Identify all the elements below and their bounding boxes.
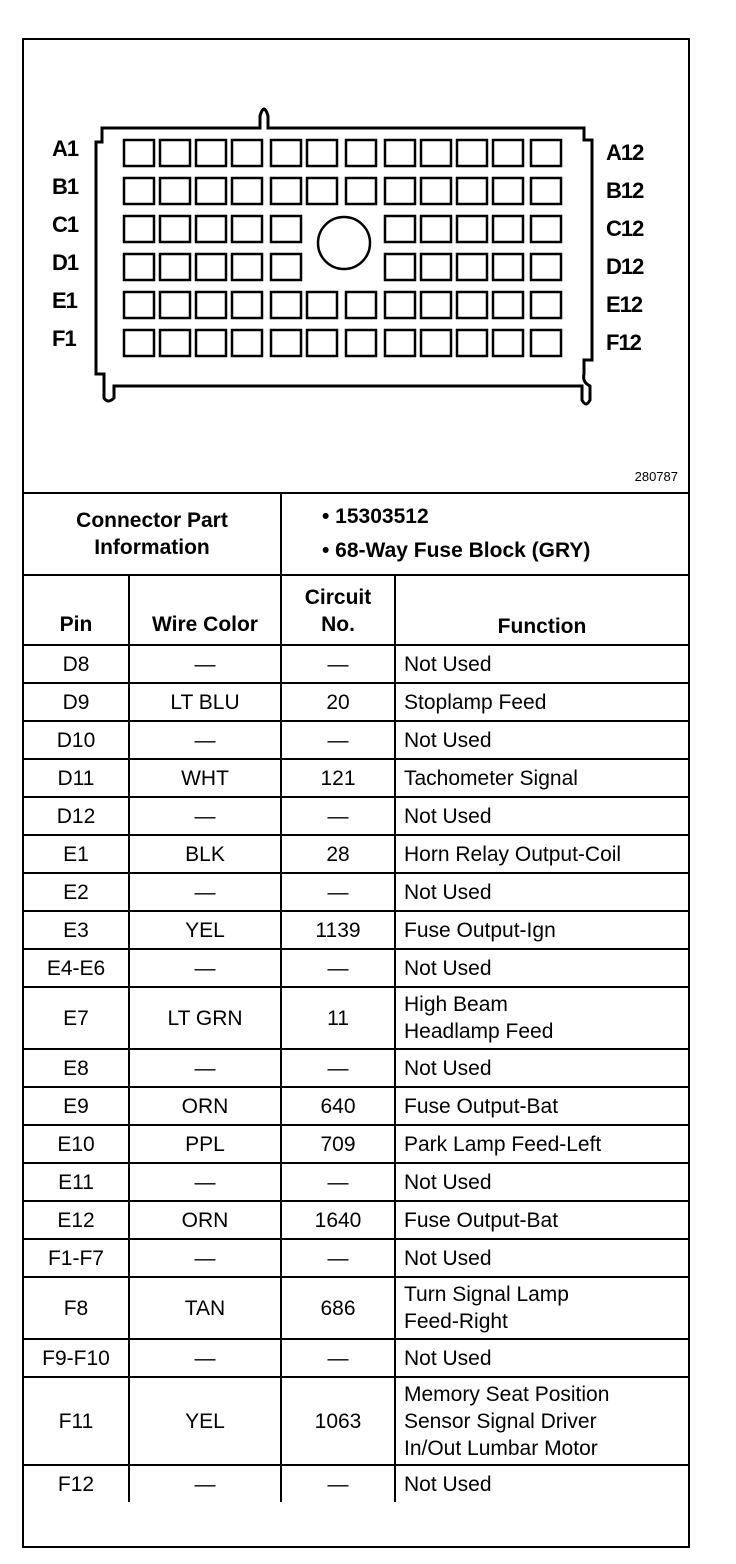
pin-cavity	[421, 140, 451, 166]
function-line: In/Out Lumbar Motor	[404, 1436, 598, 1460]
pin-cavity	[457, 254, 487, 280]
pin-cell: F9-F10	[24, 1339, 129, 1377]
wire-color-cell: —	[129, 1163, 281, 1201]
row-label-left: B1	[52, 174, 79, 199]
pin-cavity	[307, 292, 337, 318]
circuit-cell: —	[281, 1239, 395, 1277]
circuit-cell: —	[281, 1049, 395, 1087]
pin-cell: F1-F7	[24, 1239, 129, 1277]
pin-cavity	[271, 292, 301, 318]
wire-color-cell: LT BLU	[129, 683, 281, 721]
pin-cavity	[271, 216, 301, 242]
row-label-right: F12	[606, 330, 641, 355]
pin-cavity	[493, 178, 523, 204]
function-line: Horn Relay Output-Coil	[404, 842, 622, 866]
pin-cavity	[232, 216, 262, 242]
pin-cavity	[493, 292, 523, 318]
pin-cavity	[196, 178, 226, 204]
pin-cavity	[124, 292, 154, 318]
table-row	[24, 797, 688, 835]
row-label-left: F1	[52, 326, 76, 351]
function-cell	[395, 759, 688, 797]
function-line: Not Used	[404, 1346, 492, 1370]
table-row	[24, 645, 688, 683]
pin-cavity	[124, 216, 154, 242]
connector-info-list	[281, 493, 688, 575]
pin-cavity	[160, 216, 190, 242]
circuit-cell: —	[281, 949, 395, 987]
pin-cavity	[307, 330, 337, 356]
row-label-right: B12	[606, 178, 644, 203]
pin-cavity	[124, 330, 154, 356]
pin-cavity	[421, 178, 451, 204]
function-line: Tachometer Signal	[404, 766, 578, 790]
wire-color-cell: BLK	[129, 835, 281, 873]
circuit-cell: 640	[281, 1087, 395, 1125]
pin-cavity	[457, 292, 487, 318]
function-cell	[395, 645, 688, 683]
circuit-cell: 1063	[281, 1377, 395, 1465]
table-row	[24, 1201, 688, 1239]
connector-info-label: Connector Part Information	[24, 493, 281, 575]
row-label-right: D12	[606, 254, 644, 279]
pin-cavity	[232, 254, 262, 280]
wire-color-cell: TAN	[129, 1277, 281, 1339]
pin-cell: D11	[24, 759, 129, 797]
row-label-left: C1	[52, 212, 79, 237]
table-row	[24, 987, 688, 1049]
part-number: • 15303512	[322, 505, 429, 528]
row-label-right: C12	[606, 216, 644, 241]
pin-cavity	[421, 292, 451, 318]
pin-cell: D12	[24, 797, 129, 835]
pin-cavity	[124, 178, 154, 204]
function-cell	[395, 987, 688, 1049]
pin-cavity	[531, 292, 561, 318]
pin-cell: E10	[24, 1125, 129, 1163]
table-row	[24, 911, 688, 949]
pin-cavity	[307, 178, 337, 204]
pin-cell: E7	[24, 987, 129, 1049]
table-row	[24, 1125, 688, 1163]
wire-color-cell: YEL	[129, 1377, 281, 1465]
function-line: Not Used	[404, 1472, 492, 1496]
pin-cavity	[160, 140, 190, 166]
column-header-circuit: Circuit No.	[281, 575, 395, 645]
function-line: High Beam	[404, 993, 508, 1016]
pin-cavity	[346, 140, 376, 166]
function-cell	[395, 1339, 688, 1377]
table-row	[24, 873, 688, 911]
function-line: Not Used	[404, 1246, 492, 1270]
pin-cavity	[346, 178, 376, 204]
function-line: Not Used	[404, 880, 492, 904]
function-cell	[395, 949, 688, 987]
pin-cavity	[457, 216, 487, 242]
function-line: Not Used	[404, 804, 492, 828]
function-cell	[395, 1201, 688, 1239]
function-line: Turn Signal Lamp	[404, 1283, 569, 1306]
pin-cell: E9	[24, 1087, 129, 1125]
pin-cavity	[271, 140, 301, 166]
pin-cavity	[493, 140, 523, 166]
function-cell	[395, 911, 688, 949]
row-label-left: A1	[52, 136, 79, 161]
pin-cell: E12	[24, 1201, 129, 1239]
table-row	[24, 1087, 688, 1125]
pin-cavity	[531, 178, 561, 204]
table-row	[24, 1277, 688, 1339]
pin-cavity	[160, 330, 190, 356]
table-row	[24, 721, 688, 759]
pin-cavity	[385, 178, 415, 204]
function-cell	[395, 1239, 688, 1277]
row-label-right: E12	[606, 292, 643, 317]
pin-cavity	[124, 254, 154, 280]
pin-cavity	[531, 216, 561, 242]
pin-cell: E11	[24, 1163, 129, 1201]
pin-cell: F12	[24, 1465, 129, 1502]
pin-cavity	[493, 330, 523, 356]
wire-color-cell: —	[129, 645, 281, 683]
table-row	[24, 1339, 688, 1377]
pin-cavity	[421, 330, 451, 356]
wire-color-cell: —	[129, 1339, 281, 1377]
pin-cavity	[457, 140, 487, 166]
function-line: Feed-Right	[404, 1310, 508, 1333]
pin-cavity	[493, 254, 523, 280]
circuit-cell: —	[281, 1465, 395, 1502]
pin-cavity	[160, 292, 190, 318]
function-line: Memory Seat Position	[404, 1382, 610, 1406]
function-cell	[395, 797, 688, 835]
pin-cell: E2	[24, 873, 129, 911]
pin-cell: D10	[24, 721, 129, 759]
column-header-function: Function	[395, 575, 688, 645]
pin-cell: E1	[24, 835, 129, 873]
pin-cavity	[385, 140, 415, 166]
pin-cavity	[271, 178, 301, 204]
table-row	[24, 949, 688, 987]
connector-diagram	[24, 40, 688, 494]
function-line: Stoplamp Feed	[404, 690, 547, 714]
function-cell	[395, 873, 688, 911]
pin-cavity	[457, 330, 487, 356]
connector-sheet	[22, 38, 690, 1548]
wire-color-cell: —	[129, 873, 281, 911]
circuit-cell: —	[281, 1339, 395, 1377]
pin-cell: F11	[24, 1377, 129, 1465]
wire-color-cell: YEL	[129, 911, 281, 949]
pin-cavity	[232, 330, 262, 356]
pin-cavity	[346, 292, 376, 318]
wire-color-cell: —	[129, 1239, 281, 1277]
function-cell	[395, 1163, 688, 1201]
pin-cavity	[385, 292, 415, 318]
connector-outline	[96, 109, 592, 404]
pin-cavity	[196, 330, 226, 356]
pin-cavity	[421, 216, 451, 242]
wire-color-cell: ORN	[129, 1087, 281, 1125]
wire-color-cell: PPL	[129, 1125, 281, 1163]
wire-color-cell: —	[129, 949, 281, 987]
pin-cavity	[307, 140, 337, 166]
circuit-cell: —	[281, 873, 395, 911]
function-cell	[395, 683, 688, 721]
function-cell	[395, 1049, 688, 1087]
pin-cavity	[232, 178, 262, 204]
pin-cavity	[385, 330, 415, 356]
function-line: Headlamp Feed	[404, 1020, 554, 1043]
table-row	[24, 1163, 688, 1201]
circuit-cell: 121	[281, 759, 395, 797]
function-cell	[395, 1125, 688, 1163]
connector-face-illustration	[24, 40, 688, 492]
wire-color-cell: —	[129, 1465, 281, 1502]
pin-cavity	[385, 254, 415, 280]
connector-description: • 68-Way Fuse Block (GRY)	[322, 539, 591, 562]
pin-cell: F8	[24, 1277, 129, 1339]
circuit-cell: 709	[281, 1125, 395, 1163]
pin-cavity	[271, 254, 301, 280]
wire-color-cell: WHT	[129, 759, 281, 797]
pin-cavity	[346, 330, 376, 356]
circuit-cell: 20	[281, 683, 395, 721]
pin-cavity	[196, 216, 226, 242]
pin-cell: E8	[24, 1049, 129, 1087]
circuit-cell: 11	[281, 987, 395, 1049]
function-line: Not Used	[404, 1170, 492, 1194]
circuit-cell: —	[281, 721, 395, 759]
pin-cavity	[196, 292, 226, 318]
pin-cavity	[531, 140, 561, 166]
wire-color-cell: —	[129, 721, 281, 759]
pin-cavity	[457, 178, 487, 204]
pin-cell: E3	[24, 911, 129, 949]
function-line: Fuse Output-Ign	[404, 918, 556, 942]
circuit-cell: —	[281, 645, 395, 683]
function-cell	[395, 1465, 688, 1502]
table-row	[24, 759, 688, 797]
function-cell	[395, 1277, 688, 1339]
function-line: Not Used	[404, 956, 492, 980]
table-row	[24, 683, 688, 721]
circuit-cell: 686	[281, 1277, 395, 1339]
pin-cavity	[531, 254, 561, 280]
function-line: Park Lamp Feed-Left	[404, 1132, 602, 1156]
wire-color-cell: LT GRN	[129, 987, 281, 1049]
column-header-wire-color: Wire Color	[129, 575, 281, 645]
pin-cavity	[232, 292, 262, 318]
pin-cavity	[196, 140, 226, 166]
table-row	[24, 1239, 688, 1277]
function-cell	[395, 1377, 688, 1465]
pin-cavity	[385, 216, 415, 242]
column-header-pin: Pin	[24, 575, 129, 645]
function-cell	[395, 835, 688, 873]
pin-cavity	[160, 254, 190, 280]
pin-cavity	[493, 216, 523, 242]
pin-cell: D9	[24, 683, 129, 721]
pinout-table	[24, 492, 688, 1502]
pin-cavity	[271, 330, 301, 356]
pin-cavities	[124, 140, 561, 356]
wire-color-cell: —	[129, 1049, 281, 1087]
table-row	[24, 1465, 688, 1502]
function-cell	[395, 1087, 688, 1125]
wire-color-cell: ORN	[129, 1201, 281, 1239]
function-line: Not Used	[404, 652, 492, 676]
center-key-circle	[318, 217, 370, 269]
pin-cavity	[160, 178, 190, 204]
circuit-cell: 1139	[281, 911, 395, 949]
circuit-cell: —	[281, 797, 395, 835]
table-row	[24, 835, 688, 873]
pin-cavity	[196, 254, 226, 280]
circuit-cell: —	[281, 1163, 395, 1201]
pin-cavity	[124, 140, 154, 166]
figure-number: 280787	[634, 469, 678, 484]
function-line: Sensor Signal Driver	[404, 1409, 597, 1433]
row-label-left: E1	[52, 288, 77, 313]
table-row	[24, 1377, 688, 1465]
table-row	[24, 1049, 688, 1087]
circuit-cell: 1640	[281, 1201, 395, 1239]
function-cell	[395, 721, 688, 759]
wire-color-cell: —	[129, 797, 281, 835]
circuit-cell: 28	[281, 835, 395, 873]
function-line: Not Used	[404, 1056, 492, 1080]
pin-cell: E4-E6	[24, 949, 129, 987]
connector-info-row	[24, 493, 688, 575]
pin-cavity	[421, 254, 451, 280]
row-label-left: D1	[52, 250, 79, 275]
function-line: Fuse Output-Bat	[404, 1094, 559, 1118]
row-label-right: A12	[606, 140, 644, 165]
function-line: Fuse Output-Bat	[404, 1208, 559, 1232]
pin-cell: D8	[24, 645, 129, 683]
column-header-row	[24, 575, 688, 645]
pin-cavity	[531, 330, 561, 356]
function-line: Not Used	[404, 728, 492, 752]
pin-cavity	[232, 140, 262, 166]
